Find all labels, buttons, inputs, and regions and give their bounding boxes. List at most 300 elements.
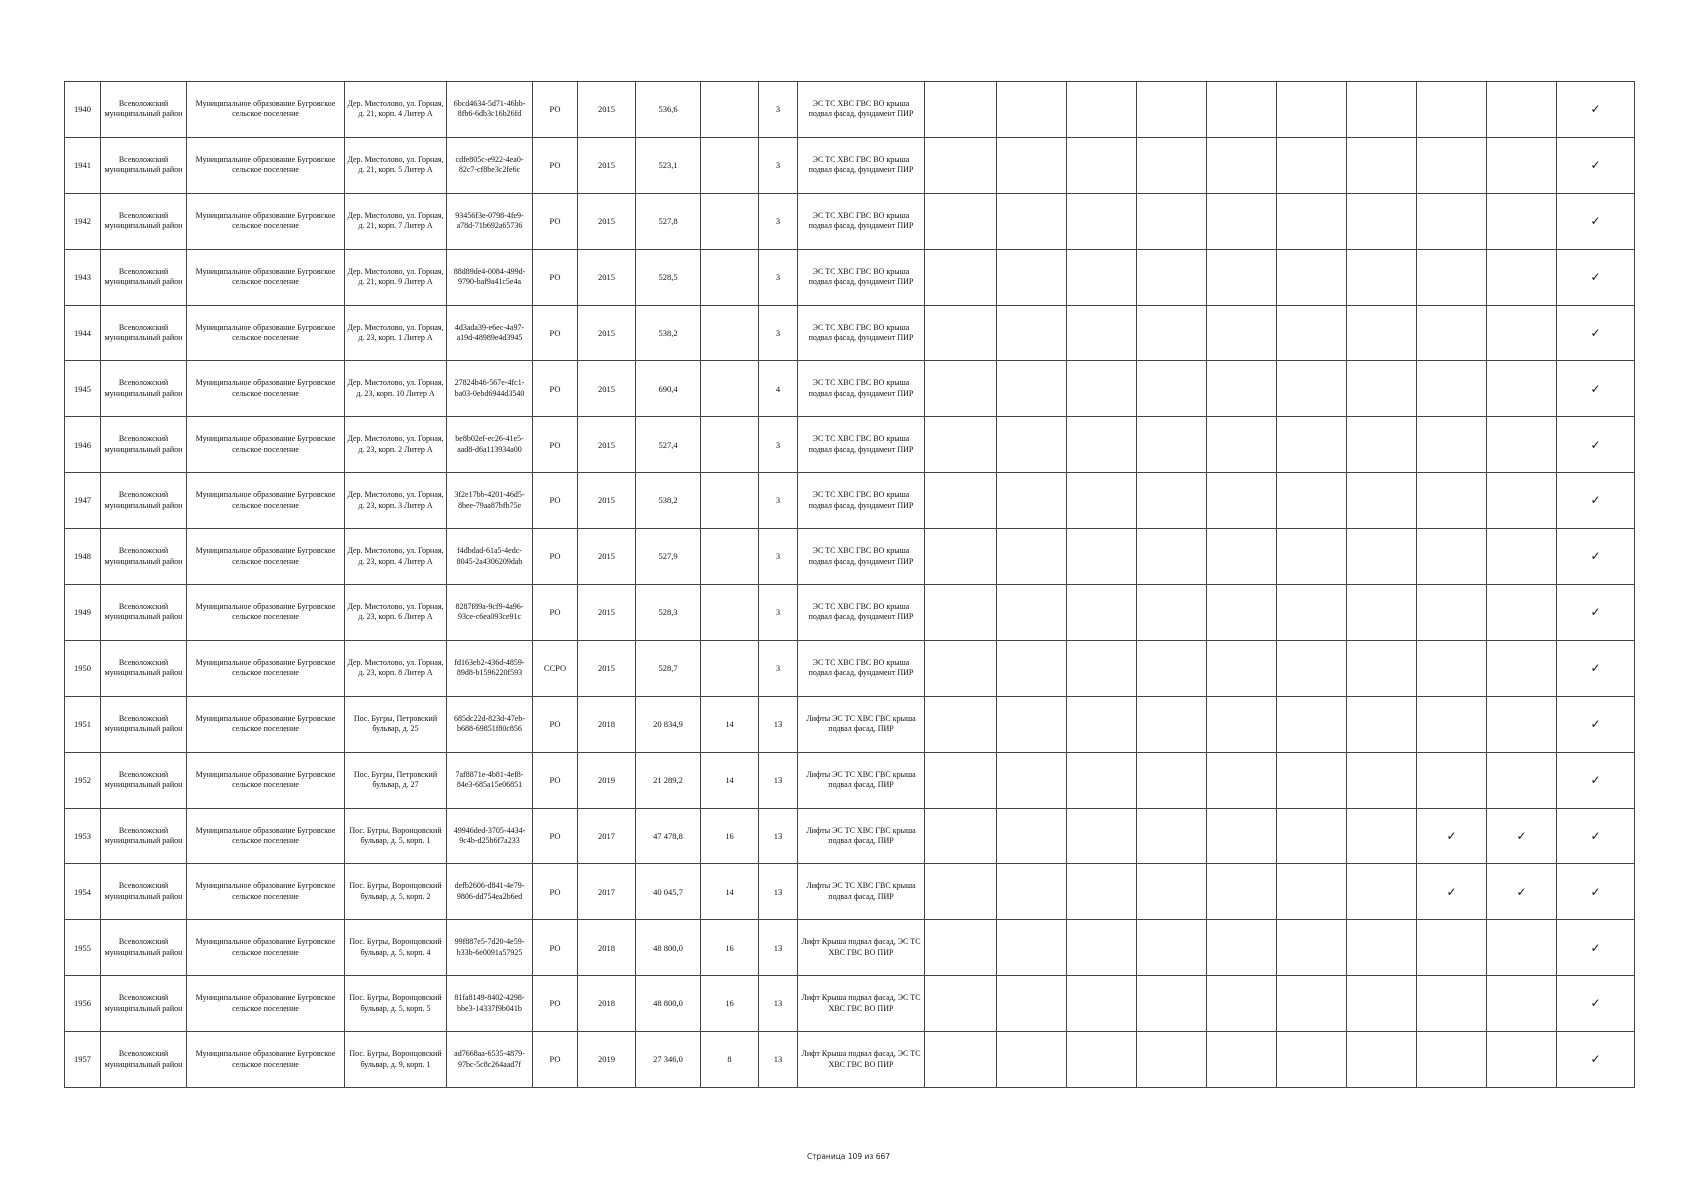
check-cell-8 (1417, 193, 1487, 249)
district-cell: Всеволожский муниципальный район (101, 976, 187, 1032)
municipality-cell: Муниципальное образование Бугровское сельское поселение (187, 976, 345, 1032)
check-cell-4 (1137, 696, 1207, 752)
check-cell-7 (1347, 193, 1417, 249)
address-cell: Пос. Бугры, Воронцовский бульвар, д. 5, корп. 1 (345, 808, 447, 864)
table-row (65, 417, 1635, 473)
house-guid-cell: f4dbdad-61a5-4edc-8045-2a4306209dab (447, 529, 533, 585)
row-number-cell: 1955 (65, 920, 101, 976)
floors-cell (701, 585, 759, 641)
fund-type-cell: РО (533, 82, 578, 138)
floors-cell: 14 (701, 696, 759, 752)
check-cell-10: ✓ (1557, 1032, 1635, 1088)
check-cell-6 (1277, 529, 1347, 585)
entrances-cell: 13 (759, 920, 798, 976)
district-cell: Всеволожский муниципальный район (101, 417, 187, 473)
work-types-cell: ЭС ТС ХВС ГВС ВО крыша подвал фасад, фундамент ПИР (798, 137, 925, 193)
district-cell: Всеволожский муниципальный район (101, 1032, 187, 1088)
fund-type-cell: РО (533, 529, 578, 585)
row-number-cell: 1949 (65, 585, 101, 641)
check-cell-7 (1347, 752, 1417, 808)
work-types-cell: Лифты ЭС ТС ХВС ГВС крыша подвал фасад, ПИР (798, 808, 925, 864)
check-cell-1 (925, 752, 997, 808)
check-cell-4 (1137, 82, 1207, 138)
check-cell-1 (925, 920, 997, 976)
check-cell-7 (1347, 82, 1417, 138)
row-number-cell: 1953 (65, 808, 101, 864)
check-cell-8 (1417, 417, 1487, 473)
work-types-cell: ЭС ТС ХВС ГВС ВО крыша подвал фасад, фундамент ПИР (798, 82, 925, 138)
check-cell-5 (1207, 640, 1277, 696)
check-cell-6 (1277, 305, 1347, 361)
row-number-cell: 1945 (65, 361, 101, 417)
check-cell-5 (1207, 920, 1277, 976)
check-cell-4 (1137, 920, 1207, 976)
check-cell-2 (997, 808, 1067, 864)
house-guid-cell: cdfe805c-e922-4ea0-82c7-cf8be3c2fe6c (447, 137, 533, 193)
row-number-cell: 1952 (65, 752, 101, 808)
municipality-cell: Муниципальное образование Бугровское сельское поселение (187, 808, 345, 864)
entrances-cell: 13 (759, 1032, 798, 1088)
check-cell-9 (1487, 585, 1557, 641)
district-cell: Всеволожский муниципальный район (101, 305, 187, 361)
work-types-cell: ЭС ТС ХВС ГВС ВО крыша подвал фасад, фундамент ПИР (798, 417, 925, 473)
check-cell-9 (1487, 417, 1557, 473)
floors-cell (701, 417, 759, 473)
table-row (65, 920, 1635, 976)
address-cell: Пос. Бугры, Воронцовский бульвар, д. 5, корп. 4 (345, 920, 447, 976)
year-cell: 2015 (578, 473, 636, 529)
floors-cell (701, 82, 759, 138)
check-cell-7 (1347, 249, 1417, 305)
table-row (65, 82, 1635, 138)
area-cell: 20 834,9 (636, 696, 701, 752)
check-cell-2 (997, 920, 1067, 976)
work-types-cell: ЭС ТС ХВС ГВС ВО крыша подвал фасад, фундамент ПИР (798, 640, 925, 696)
check-cell-5 (1207, 249, 1277, 305)
entrances-cell: 3 (759, 193, 798, 249)
check-cell-8: ✓ (1417, 864, 1487, 920)
check-cell-9 (1487, 137, 1557, 193)
check-cell-5 (1207, 417, 1277, 473)
year-cell: 2015 (578, 529, 636, 585)
year-cell: 2015 (578, 137, 636, 193)
area-cell: 528,3 (636, 585, 701, 641)
check-cell-5 (1207, 1032, 1277, 1088)
check-cell-8 (1417, 696, 1487, 752)
check-cell-2 (997, 417, 1067, 473)
check-cell-6 (1277, 640, 1347, 696)
municipality-cell: Муниципальное образование Бугровское сельское поселение (187, 305, 345, 361)
check-cell-1 (925, 1032, 997, 1088)
work-types-cell: ЭС ТС ХВС ГВС ВО крыша подвал фасад, фундамент ПИР (798, 249, 925, 305)
floors-cell: 14 (701, 752, 759, 808)
area-cell: 528,5 (636, 249, 701, 305)
year-cell: 2015 (578, 305, 636, 361)
check-cell-3 (1067, 82, 1137, 138)
row-number-cell: 1957 (65, 1032, 101, 1088)
fund-type-cell: РО (533, 585, 578, 641)
check-cell-5 (1207, 585, 1277, 641)
address-cell: Пос. Бугры, Петровский бульвар, д. 27 (345, 752, 447, 808)
check-cell-7 (1347, 920, 1417, 976)
municipality-cell: Муниципальное образование Бугровское сельское поселение (187, 696, 345, 752)
check-cell-8 (1417, 920, 1487, 976)
check-cell-3 (1067, 808, 1137, 864)
floors-cell (701, 249, 759, 305)
work-types-cell: Лифты ЭС ТС ХВС ГВС крыша подвал фасад, ПИР (798, 696, 925, 752)
municipality-cell: Муниципальное образование Бугровское сельское поселение (187, 473, 345, 529)
check-cell-7 (1347, 808, 1417, 864)
table-row (65, 864, 1635, 920)
year-cell: 2015 (578, 417, 636, 473)
floors-cell (701, 361, 759, 417)
house-guid-cell: 4d3ada39-e6ec-4a97-a19d-48989e4d3945 (447, 305, 533, 361)
floors-cell: 14 (701, 864, 759, 920)
district-cell: Всеволожский муниципальный район (101, 82, 187, 138)
work-types-cell: ЭС ТС ХВС ГВС ВО крыша подвал фасад, фундамент ПИР (798, 529, 925, 585)
check-cell-6 (1277, 82, 1347, 138)
municipality-cell: Муниципальное образование Бугровское сельское поселение (187, 585, 345, 641)
check-cell-2 (997, 305, 1067, 361)
check-cell-9 (1487, 249, 1557, 305)
house-guid-cell: 81fa8149-8402-4298-bbe3-14337f9b041b (447, 976, 533, 1032)
check-cell-5 (1207, 808, 1277, 864)
address-cell: Дер. Мистолово, ул. Горная, д. 21, корп. 4 Литер А (345, 82, 447, 138)
area-cell: 48 800,0 (636, 920, 701, 976)
check-cell-4 (1137, 361, 1207, 417)
check-cell-5 (1207, 193, 1277, 249)
house-guid-cell: 99f887e5-7d20-4e59-b33b-6e0091a57925 (447, 920, 533, 976)
check-cell-6 (1277, 920, 1347, 976)
municipality-cell: Муниципальное образование Бугровское сельское поселение (187, 417, 345, 473)
check-cell-3 (1067, 249, 1137, 305)
check-cell-6 (1277, 864, 1347, 920)
check-cell-3 (1067, 137, 1137, 193)
entrances-cell: 3 (759, 417, 798, 473)
table-row (65, 976, 1635, 1032)
address-cell: Дер. Мистолово, ул. Горная, д. 23, корп. 8 Литер А (345, 640, 447, 696)
check-cell-8 (1417, 640, 1487, 696)
year-cell: 2017 (578, 864, 636, 920)
district-cell: Всеволожский муниципальный район (101, 473, 187, 529)
entrances-cell: 13 (759, 696, 798, 752)
year-cell: 2018 (578, 696, 636, 752)
table-row (65, 752, 1635, 808)
check-cell-1 (925, 137, 997, 193)
year-cell: 2018 (578, 920, 636, 976)
check-cell-9 (1487, 361, 1557, 417)
check-cell-10: ✓ (1557, 305, 1635, 361)
row-number-cell: 1943 (65, 249, 101, 305)
check-cell-4 (1137, 808, 1207, 864)
check-cell-6 (1277, 249, 1347, 305)
district-cell: Всеволожский муниципальный район (101, 864, 187, 920)
check-cell-7 (1347, 864, 1417, 920)
area-cell: 538,2 (636, 473, 701, 529)
house-guid-cell: be8b02ef-ec26-41e5-aad8-d6a113934a00 (447, 417, 533, 473)
district-cell: Всеволожский муниципальный район (101, 585, 187, 641)
municipality-cell: Муниципальное образование Бугровское сельское поселение (187, 864, 345, 920)
work-types-cell: Лифты ЭС ТС ХВС ГВС крыша подвал фасад, ПИР (798, 752, 925, 808)
check-cell-7 (1347, 1032, 1417, 1088)
municipality-cell: Муниципальное образование Бугровское сельское поселение (187, 137, 345, 193)
check-cell-2 (997, 529, 1067, 585)
entrances-cell: 13 (759, 864, 798, 920)
check-cell-1 (925, 417, 997, 473)
area-cell: 48 800,0 (636, 976, 701, 1032)
address-cell: Пос. Бугры, Воронцовский бульвар, д. 5, корп. 2 (345, 864, 447, 920)
table-row (65, 640, 1635, 696)
check-cell-8 (1417, 137, 1487, 193)
table-row (65, 529, 1635, 585)
municipality-cell: Муниципальное образование Бугровское сельское поселение (187, 82, 345, 138)
check-cell-6 (1277, 137, 1347, 193)
check-cell-3 (1067, 976, 1137, 1032)
check-cell-4 (1137, 640, 1207, 696)
district-cell: Всеволожский муниципальный район (101, 696, 187, 752)
address-cell: Дер. Мистолово, ул. Горная, д. 23, корп. 1 Литер А (345, 305, 447, 361)
entrances-cell: 3 (759, 82, 798, 138)
year-cell: 2015 (578, 249, 636, 305)
year-cell: 2019 (578, 752, 636, 808)
check-cell-5 (1207, 976, 1277, 1032)
check-cell-2 (997, 193, 1067, 249)
check-cell-2 (997, 249, 1067, 305)
row-number-cell: 1948 (65, 529, 101, 585)
row-number-cell: 1947 (65, 473, 101, 529)
check-cell-2 (997, 585, 1067, 641)
table-row (65, 473, 1635, 529)
check-cell-4 (1137, 1032, 1207, 1088)
check-cell-2 (997, 864, 1067, 920)
work-types-cell: Лифт Крыша подвал фасад, ЭС ТС ХВС ГВС ВО ПИР (798, 920, 925, 976)
check-cell-2 (997, 1032, 1067, 1088)
check-cell-1 (925, 585, 997, 641)
check-cell-9 (1487, 529, 1557, 585)
check-cell-7 (1347, 473, 1417, 529)
check-cell-9 (1487, 193, 1557, 249)
address-cell: Дер. Мистолово, ул. Горная, д. 23, корп. 6 Литер А (345, 585, 447, 641)
entrances-cell: 3 (759, 137, 798, 193)
check-cell-3 (1067, 193, 1137, 249)
check-cell-3 (1067, 361, 1137, 417)
check-cell-2 (997, 361, 1067, 417)
row-number-cell: 1954 (65, 864, 101, 920)
work-types-cell: Лифт Крыша подвал фасад, ЭС ТС ХВС ГВС ВО ПИР (798, 1032, 925, 1088)
check-cell-6 (1277, 193, 1347, 249)
check-cell-7 (1347, 696, 1417, 752)
check-cell-5 (1207, 864, 1277, 920)
entrances-cell: 13 (759, 808, 798, 864)
check-cell-10: ✓ (1557, 976, 1635, 1032)
check-cell-6 (1277, 976, 1347, 1032)
row-number-cell: 1942 (65, 193, 101, 249)
municipality-cell: Муниципальное образование Бугровское сельское поселение (187, 752, 345, 808)
check-cell-3 (1067, 640, 1137, 696)
check-cell-6 (1277, 361, 1347, 417)
table-row (65, 137, 1635, 193)
check-cell-10: ✓ (1557, 696, 1635, 752)
floors-cell: 16 (701, 808, 759, 864)
district-cell: Всеволожский муниципальный район (101, 752, 187, 808)
check-cell-6 (1277, 417, 1347, 473)
check-cell-8 (1417, 473, 1487, 529)
entrances-cell: 13 (759, 752, 798, 808)
check-cell-5 (1207, 305, 1277, 361)
table-row (65, 361, 1635, 417)
check-cell-5 (1207, 82, 1277, 138)
check-cell-7 (1347, 640, 1417, 696)
check-cell-9 (1487, 473, 1557, 529)
check-cell-9: ✓ (1487, 808, 1557, 864)
house-guid-cell: 8287f89a-9cf9-4a96-93ce-c6ea093ce91c (447, 585, 533, 641)
address-cell: Дер. Мистолово, ул. Горная, д. 21, корп. 9 Литер А (345, 249, 447, 305)
year-cell: 2017 (578, 808, 636, 864)
check-cell-5 (1207, 752, 1277, 808)
year-cell: 2015 (578, 193, 636, 249)
floors-cell (701, 640, 759, 696)
house-guid-cell: 49946ded-3705-4434-9c4b-d25b6f7a233 (447, 808, 533, 864)
year-cell: 2015 (578, 640, 636, 696)
check-cell-9 (1487, 976, 1557, 1032)
municipality-cell: Муниципальное образование Бугровское сельское поселение (187, 249, 345, 305)
check-cell-1 (925, 640, 997, 696)
check-cell-5 (1207, 696, 1277, 752)
check-cell-4 (1137, 585, 1207, 641)
house-guid-cell: 7af8871e-4b81-4ef8-84e3-685a15e06851 (447, 752, 533, 808)
check-cell-4 (1137, 193, 1207, 249)
check-cell-7 (1347, 585, 1417, 641)
check-cell-5 (1207, 137, 1277, 193)
check-cell-1 (925, 529, 997, 585)
house-guid-cell: 88d89de4-0084-499d-9790-baf9a41c5e4a (447, 249, 533, 305)
check-cell-6 (1277, 808, 1347, 864)
address-cell: Дер. Мистолово, ул. Горная, д. 21, корп. 7 Литер А (345, 193, 447, 249)
entrances-cell: 3 (759, 249, 798, 305)
table-row (65, 1032, 1635, 1088)
table-row (65, 585, 1635, 641)
district-cell: Всеволожский муниципальный район (101, 640, 187, 696)
check-cell-3 (1067, 585, 1137, 641)
row-number-cell: 1941 (65, 137, 101, 193)
fund-type-cell: РО (533, 305, 578, 361)
check-cell-3 (1067, 864, 1137, 920)
check-cell-2 (997, 137, 1067, 193)
check-cell-7 (1347, 305, 1417, 361)
check-cell-8: ✓ (1417, 808, 1487, 864)
area-cell: 690,4 (636, 361, 701, 417)
row-number-cell: 1946 (65, 417, 101, 473)
fund-type-cell: РО (533, 976, 578, 1032)
check-cell-8 (1417, 529, 1487, 585)
check-cell-3 (1067, 417, 1137, 473)
check-cell-3 (1067, 529, 1137, 585)
house-guid-cell: 6bcd4634-5d71-46bb-8fb6-6db3c16b26fd (447, 82, 533, 138)
floors-cell: 16 (701, 920, 759, 976)
check-cell-2 (997, 640, 1067, 696)
area-cell: 47 478,8 (636, 808, 701, 864)
year-cell: 2015 (578, 82, 636, 138)
fund-type-cell: РО (533, 864, 578, 920)
fund-type-cell: РО (533, 193, 578, 249)
check-cell-4 (1137, 473, 1207, 529)
check-cell-10: ✓ (1557, 752, 1635, 808)
entrances-cell: 3 (759, 473, 798, 529)
check-cell-7 (1347, 417, 1417, 473)
entrances-cell: 3 (759, 640, 798, 696)
check-cell-10: ✓ (1557, 920, 1635, 976)
check-cell-8 (1417, 82, 1487, 138)
check-cell-10: ✓ (1557, 417, 1635, 473)
check-cell-1 (925, 361, 997, 417)
fund-type-cell: РО (533, 696, 578, 752)
check-cell-10: ✓ (1557, 529, 1635, 585)
check-cell-1 (925, 696, 997, 752)
municipality-cell: Муниципальное образование Бугровское сельское поселение (187, 361, 345, 417)
check-cell-10: ✓ (1557, 193, 1635, 249)
check-cell-1 (925, 473, 997, 529)
work-types-cell: ЭС ТС ХВС ГВС ВО крыша подвал фасад, фундамент ПИР (798, 473, 925, 529)
fund-type-cell: РО (533, 1032, 578, 1088)
check-cell-4 (1137, 249, 1207, 305)
work-types-cell: ЭС ТС ХВС ГВС ВО крыша подвал фасад, фундамент ПИР (798, 361, 925, 417)
check-cell-6 (1277, 473, 1347, 529)
address-cell: Дер. Мистолово, ул. Горная, д. 23, корп. 10 Литер А (345, 361, 447, 417)
area-cell: 527,9 (636, 529, 701, 585)
check-cell-2 (997, 696, 1067, 752)
check-cell-7 (1347, 976, 1417, 1032)
row-number-cell: 1950 (65, 640, 101, 696)
area-cell: 527,4 (636, 417, 701, 473)
work-types-cell: Лифты ЭС ТС ХВС ГВС крыша подвал фасад, ПИР (798, 864, 925, 920)
check-cell-4 (1137, 864, 1207, 920)
check-cell-10: ✓ (1557, 361, 1635, 417)
area-cell: 528,7 (636, 640, 701, 696)
area-cell: 523,1 (636, 137, 701, 193)
table-row (65, 193, 1635, 249)
check-cell-1 (925, 249, 997, 305)
check-cell-2 (997, 976, 1067, 1032)
fund-type-cell: РО (533, 249, 578, 305)
check-cell-2 (997, 752, 1067, 808)
year-cell: 2015 (578, 361, 636, 417)
check-cell-3 (1067, 305, 1137, 361)
address-cell: Дер. Мистолово, ул. Горная, д. 23, корп. 3 Литер А (345, 473, 447, 529)
check-cell-5 (1207, 361, 1277, 417)
check-cell-8 (1417, 1032, 1487, 1088)
entrances-cell: 3 (759, 529, 798, 585)
table-row (65, 808, 1635, 864)
work-types-cell: ЭС ТС ХВС ГВС ВО крыша подвал фасад, фундамент ПИР (798, 305, 925, 361)
check-cell-2 (997, 473, 1067, 529)
area-cell: 527,8 (636, 193, 701, 249)
check-cell-9 (1487, 82, 1557, 138)
check-cell-8 (1417, 976, 1487, 1032)
year-cell: 2015 (578, 585, 636, 641)
check-cell-8 (1417, 752, 1487, 808)
check-cell-9 (1487, 696, 1557, 752)
work-types-cell: ЭС ТС ХВС ГВС ВО крыша подвал фасад, фундамент ПИР (798, 585, 925, 641)
check-cell-4 (1137, 417, 1207, 473)
check-cell-8 (1417, 249, 1487, 305)
check-cell-4 (1137, 529, 1207, 585)
area-cell: 40 045,7 (636, 864, 701, 920)
check-cell-10: ✓ (1557, 137, 1635, 193)
check-cell-10: ✓ (1557, 473, 1635, 529)
check-cell-1 (925, 193, 997, 249)
check-cell-10: ✓ (1557, 249, 1635, 305)
row-number-cell: 1940 (65, 82, 101, 138)
